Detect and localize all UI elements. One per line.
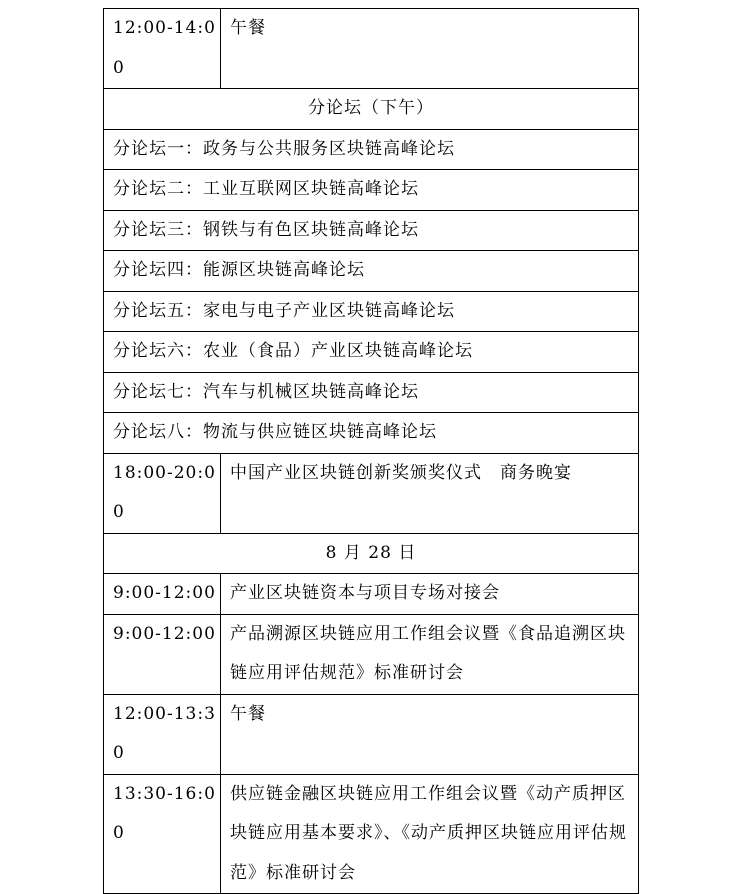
table-row xyxy=(104,574,639,615)
table-row xyxy=(104,129,639,170)
time-cell: 12:00-14:00 xyxy=(104,9,221,89)
time-cell: 13:30-16:00 xyxy=(104,774,221,894)
event-cell: 中国产业区块链创新奖颁奖仪式 商务晚宴 xyxy=(221,453,639,533)
forum-cell: 分论坛三：钢铁与有色区块链高峰论坛 xyxy=(104,210,639,251)
section-header: 分论坛（下午） xyxy=(104,89,639,130)
table-row xyxy=(104,694,639,774)
time-cell: 9:00-12:00 xyxy=(104,574,221,615)
time-cell: 9:00-12:00 xyxy=(104,614,221,694)
table-row xyxy=(104,251,639,292)
forum-cell: 分论坛八：物流与供应链区块链高峰论坛 xyxy=(104,413,639,454)
table-row xyxy=(104,614,639,694)
table-row xyxy=(104,774,639,894)
event-cell: 产业区块链资本与项目专场对接会 xyxy=(221,574,639,615)
date-header: 8 月 28 日 xyxy=(104,533,639,574)
table-row xyxy=(104,9,639,89)
agenda-table xyxy=(103,8,639,894)
section-header-row xyxy=(104,89,639,130)
forum-cell: 分论坛五：家电与电子产业区块链高峰论坛 xyxy=(104,291,639,332)
table-row xyxy=(104,291,639,332)
table-row xyxy=(104,453,639,533)
event-cell: 供应链金融区块链应用工作组会议暨《动产质押区块链应用基本要求》、《动产质押区块链应用评估规范》标准研讨会 xyxy=(221,774,639,894)
section-header-row xyxy=(104,533,639,574)
forum-cell: 分论坛一：政务与公共服务区块链高峰论坛 xyxy=(104,129,639,170)
forum-cell: 分论坛二：工业互联网区块链高峰论坛 xyxy=(104,170,639,211)
forum-cell: 分论坛四：能源区块链高峰论坛 xyxy=(104,251,639,292)
time-cell: 12:00-13:30 xyxy=(104,694,221,774)
table-row xyxy=(104,413,639,454)
event-cell: 产品溯源区块链应用工作组会议暨《食品追溯区块链应用评估规范》标准研讨会 xyxy=(221,614,639,694)
event-cell: 午餐 xyxy=(221,9,639,89)
time-cell: 18:00-20:00 xyxy=(104,453,221,533)
forum-cell: 分论坛七：汽车与机械区块链高峰论坛 xyxy=(104,372,639,413)
table-row xyxy=(104,170,639,211)
event-cell: 午餐 xyxy=(221,694,639,774)
forum-cell: 分论坛六：农业（食品）产业区块链高峰论坛 xyxy=(104,332,639,373)
table-row xyxy=(104,210,639,251)
table-row xyxy=(104,332,639,373)
table-row xyxy=(104,372,639,413)
